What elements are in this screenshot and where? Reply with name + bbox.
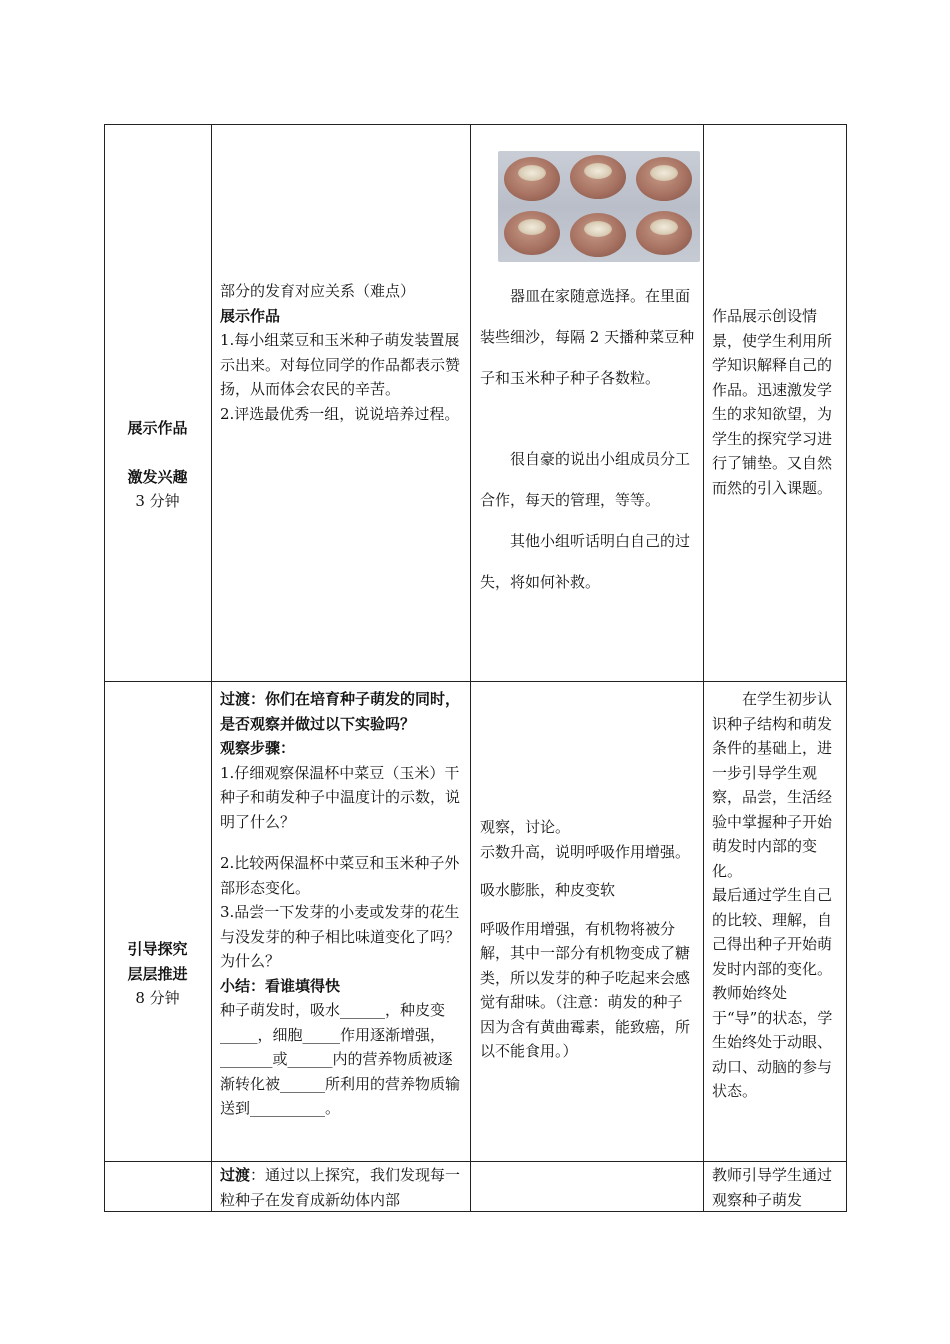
intent-text-2: 最后通过学生自己的比较、理解，自己得出种子开始萌发时内部的变化。教师始终处于“导”的状态，学生始终处于动眼、动口、动脑的参与状态。 xyxy=(712,886,833,1100)
table-border-top xyxy=(104,124,847,125)
stage-label-line-1: 引导探究 xyxy=(127,940,188,958)
student-activity-cell-2 xyxy=(480,815,696,1064)
student-text-3: 其他小组听话明白自己的过失，将如何补救。 xyxy=(480,532,691,591)
stage-duration: 8 分钟 xyxy=(135,989,180,1007)
teacher-activity-cell-3 xyxy=(220,1163,464,1212)
column-divider-3 xyxy=(703,124,704,1212)
column-divider-2 xyxy=(470,124,471,1212)
stage-label-line-2: 激发兴趣 xyxy=(127,467,188,486)
stage-label-line-1: 展示作品 xyxy=(127,419,188,437)
table-border-right xyxy=(846,124,847,1212)
student-text-3: 吸水膨胀，种皮变软 xyxy=(480,881,616,899)
design-intent-cell-2 xyxy=(712,687,840,1104)
transition-text: ：通过以上探究，我们发现每一粒种子在发育成新幼体内部 xyxy=(220,1166,461,1209)
teacher-heading: 展示作品 xyxy=(220,306,281,325)
transition-label: 过渡 xyxy=(220,1166,251,1184)
student-text-4: 呼吸作用增强，有机物将被分解，其中一部分有机物变成了糖类，所以发芽的种子吃起来会感觉有甜味。（注意：萌发的种子因为含有黄曲霉素，能致癌，所以不能食用。） xyxy=(480,919,691,1060)
student-text-1: 观察，讨论。 xyxy=(480,818,571,836)
summary-heading: 小结：看谁填得快 xyxy=(220,976,341,995)
teacher-item-1: 1.每小组菜豆和玉米种子萌发装置展示出来。对每位同学的作品都表示赞扬，从而体会农民的辛苦。 xyxy=(220,331,461,398)
steps-heading: 观察步骤： xyxy=(220,739,296,757)
column-divider-1 xyxy=(211,124,212,1212)
teacher-activity-cell-2 xyxy=(220,687,464,1121)
intent-text: 教师引导学生通过观察种子萌发 xyxy=(712,1166,833,1209)
teacher-item-2: 2.评选最优秀一组，说说培养过程。 xyxy=(220,404,460,423)
egg-shell-seedling-photo xyxy=(498,151,700,262)
stage-duration: 3 分钟 xyxy=(135,492,180,510)
intent-text-1: 在学生初步认识种子结构和萌发条件的基础上，进一步引导学生观察，品尝，生活经验中掌握种子开始萌发时内部的变化。 xyxy=(712,690,833,880)
student-text-2: 示数升高，说明呼吸作用增强。 xyxy=(480,842,691,861)
design-intent-cell-3 xyxy=(712,1163,840,1212)
student-text-1: 器皿在家随意选择。在里面装些细沙，每隔 2 天播种菜豆种子和玉米种子种子各数粒。 xyxy=(480,287,695,387)
step-3: 3.品尝一下发芽的小麦或发芽的花生与没发芽的种子相比味道变化了吗？为什么？ xyxy=(220,903,461,970)
step-2: 2.比较两保温杯中菜豆和玉米种子外部形态变化。 xyxy=(220,854,460,897)
teacher-activity-cell xyxy=(220,279,464,426)
student-activity-cell xyxy=(480,276,696,603)
transition-text: 过渡：你们在培育种子萌发的同时，是否观察并做过以下实验吗？ xyxy=(220,690,461,733)
intent-text: 作品展示创设情景，使学生利用所学知识解释自己的作品。迅速激发学生的求知欲望，为学生的探究学习进行了铺垫。又自然而然的引入课题。 xyxy=(712,307,833,497)
stage-label-cell xyxy=(104,416,211,514)
stage-label-line-2: 层层推进 xyxy=(127,964,188,983)
design-intent-cell xyxy=(712,304,840,500)
table-border-left xyxy=(104,124,105,1212)
row-divider-2 xyxy=(104,1161,847,1162)
summary-fill-blank: 种子萌发时，吸水______，种皮变_____，细胞_____作用逐渐增强，_______或______内的营养物质被逐渐转化被______所利用的营养物质输送到__________。 xyxy=(220,1001,461,1117)
stage-label-cell-2 xyxy=(104,937,211,1011)
row-divider-1 xyxy=(104,681,847,682)
step-1: 1.仔细观察保温杯中菜豆（玉米）干种子和萌发种子中温度计的示数，说明了什么？ xyxy=(220,763,461,831)
teacher-lead-text: 部分的发育对应关系（难点） xyxy=(220,282,416,300)
student-text-2: 很自豪的说出小组成员分工合作，每天的管理，等等。 xyxy=(480,450,691,509)
